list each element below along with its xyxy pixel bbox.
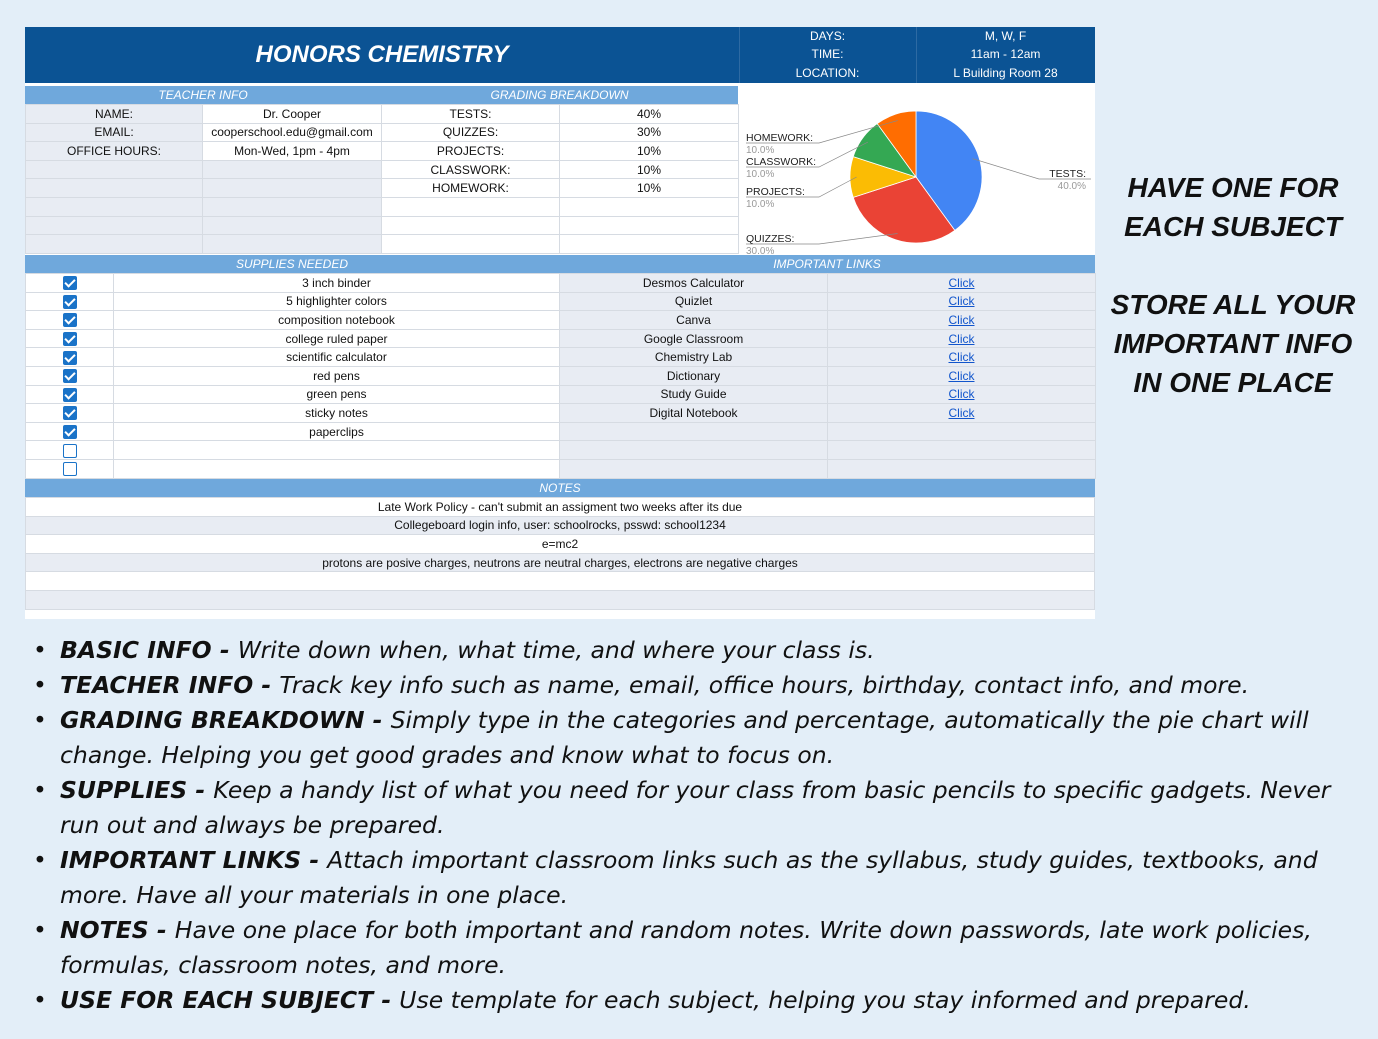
grading-table [381,104,739,254]
note-row [26,590,1095,609]
note-line[interactable] [26,590,1095,609]
grading-label[interactable]: CLASSWORK: [382,160,560,179]
supply-checkbox-cell [26,311,114,330]
supply-checkbox-cell [26,459,114,478]
supply-checkbox-cell [26,292,114,311]
feature-title: TEACHER INFO - [60,671,280,699]
link-cell [828,348,1096,367]
supply-checkbox-cell [26,348,114,367]
teacher-info-heading: TEACHER INFO [25,86,381,104]
teacher-row-email [26,123,382,142]
feature-description: Use template for each subject, helping you stay informed and prepared. [399,986,1251,1014]
supply-checkbox-cell [26,329,114,348]
grading-label[interactable]: PROJECTS: [382,142,560,161]
feature-item [33,668,1368,703]
grading-pie-chart[interactable] [739,86,1095,255]
click-link[interactable]: Click [948,387,975,402]
pie-label: TESTS: [1049,168,1086,180]
note-line[interactable] [26,572,1095,591]
link-name[interactable]: Study Guide [560,385,828,404]
note-row [26,535,1095,554]
supply-item[interactable]: scientific calculator [114,348,560,367]
note-line[interactable]: protons are posive charges, neutrons are neutral charges, electrons are negative charges [26,553,1095,572]
links-table [559,273,1096,479]
feature-item [33,983,1368,1018]
supply-checkbox-cell [26,274,114,293]
spreadsheet [25,27,1095,619]
empty-cell[interactable] [26,197,203,216]
grading-value[interactable]: 10% [560,179,739,198]
link-name[interactable]: Dictionary [560,366,828,385]
link-name[interactable]: Canva [560,311,828,330]
grading-heading: GRADING BREAKDOWN [381,86,738,104]
link-cell [828,404,1096,423]
link-name[interactable]: Digital Notebook [560,404,828,423]
note-row [26,498,1095,517]
feature-description: Simply type in the categories and percentage, automatically the pie chart will change. Helping you get good grades and know what to focus on. [60,706,1309,769]
time-value[interactable]: 11am - 12am [970,47,1041,61]
empty-cell[interactable] [560,216,739,235]
grading-label[interactable]: HOMEWORK: [382,179,560,198]
time-row [739,45,1095,63]
supply-row [26,329,560,348]
supply-row [26,404,560,423]
empty-cell[interactable] [203,160,382,179]
checked-checkbox[interactable] [63,295,77,309]
teacher-row-hours [26,142,382,161]
pie-percent-label: 40.0% [1057,181,1086,192]
empty-cell[interactable] [203,197,382,216]
supply-checkbox-cell [26,385,114,404]
link-row [560,274,1096,293]
checked-checkbox[interactable] [63,388,77,402]
empty-cell[interactable] [26,216,203,235]
side-callout-line1: HAVE ONE FOR EACH SUBJECT [1124,172,1342,242]
checked-checkbox[interactable] [63,406,77,420]
supply-checkbox-cell [26,441,114,460]
supply-row [26,422,560,441]
link-row [560,292,1096,311]
location-value[interactable]: L Building Room 28 [953,66,1058,80]
feature-description: Keep a handy list of what you need for your class from basic pencils to specific gadgets. Never run out and always be prepared. [60,776,1331,839]
feature-title: NOTES - [60,916,175,944]
note-line[interactable]: Collegeboard login info, user: schoolrocks, psswd: school1234 [26,516,1095,535]
empty-cell[interactable] [560,235,739,254]
link-row [560,459,1096,478]
days-label: DAYS: [809,29,846,43]
grading-value[interactable]: 40% [560,105,739,124]
link-name[interactable]: Google Classroom [560,329,828,348]
empty-cell[interactable] [382,216,560,235]
link-cell [828,385,1096,404]
empty-cell[interactable] [203,235,382,254]
pie-label: QUIZZES: [746,233,795,245]
link-row [560,422,1096,441]
checked-checkbox[interactable] [63,369,77,383]
supply-row [26,366,560,385]
empty-cell[interactable] [382,235,560,254]
feature-description: Have one place for both important and random notes. Write down passwords, late work policies, formulas, classroom notes, and more. [60,916,1312,979]
note-line[interactable]: e=mc2 [26,535,1095,554]
feature-item [33,703,1368,773]
unchecked-checkbox[interactable] [63,462,77,476]
side-callout [1110,168,1356,402]
pie-percent-label: 10.0% [746,199,775,210]
link-name[interactable]: Desmos Calculator [560,274,828,293]
supply-checkbox-cell [26,422,114,441]
supply-item[interactable]: green pens [114,385,560,404]
checked-checkbox[interactable] [63,351,77,365]
checked-checkbox[interactable] [63,425,77,439]
link-name[interactable] [560,459,828,478]
grading-label[interactable]: QUIZZES: [382,123,560,142]
supply-item[interactable]: 5 highlighter colors [114,292,560,311]
grading-value[interactable]: 30% [560,123,739,142]
note-row [26,572,1095,591]
feature-title: SUPPLIES - [60,776,214,804]
feature-item [33,913,1368,983]
supply-item[interactable] [114,459,560,478]
empty-cell[interactable] [26,179,203,198]
feature-description: Track key info such as name, email, office hours, birthday, contact info, and more. [279,671,1250,699]
click-link[interactable]: Click [948,368,975,383]
location-label: LOCATION: [795,66,860,80]
side-callout-line2: STORE ALL YOUR IMPORTANT INFO IN ONE PLACE [1110,289,1356,398]
feature-title: BASIC INFO - [60,636,238,664]
feature-item [33,773,1368,843]
empty-cell[interactable] [203,216,382,235]
empty-cell[interactable] [26,160,203,179]
grading-label[interactable]: TESTS: [382,105,560,124]
grading-value[interactable]: 10% [560,142,739,161]
note-row [26,516,1095,535]
link-cell [828,422,1096,441]
teacher-row-name [26,105,382,124]
teacher-value[interactable]: Mon-Wed, 1pm - 4pm [203,142,382,161]
supply-item[interactable]: red pens [114,366,560,385]
class-header [25,27,1095,83]
grading-value[interactable]: 10% [560,160,739,179]
link-name[interactable]: Chemistry Lab [560,348,828,367]
pie-label: HOMEWORK: [746,132,814,144]
supply-row [26,274,560,293]
supply-row [26,385,560,404]
time-label: TIME: [811,47,844,61]
link-cell [828,459,1096,478]
feature-description: Attach important classroom links such as the syllabus, study guides, textbooks, and more. Have all your materials in one place. [60,846,1318,909]
days-row [739,27,1095,45]
pie-label: PROJECTS: [746,186,805,198]
teacher-value[interactable]: cooperschool.edu@gmail.com [203,123,382,142]
supply-item[interactable]: 3 inch binder [114,274,560,293]
link-cell [828,441,1096,460]
click-link[interactable]: Click [948,405,975,420]
links-heading: IMPORTANT LINKS [559,255,1095,273]
supply-item[interactable]: paperclips [114,422,560,441]
supply-row [26,441,560,460]
note-row [26,553,1095,572]
teacher-value[interactable]: Dr. Cooper [203,105,382,124]
link-row [560,348,1096,367]
link-cell [828,311,1096,330]
pie-percent-label: 30.0% [746,246,775,255]
feature-title: GRADING BREAKDOWN - [60,706,391,734]
click-link[interactable]: Click [948,331,975,346]
link-cell [828,274,1096,293]
supply-row [26,292,560,311]
supplies-heading: SUPPLIES NEEDED [25,255,559,273]
teacher-label: OFFICE HOURS: [26,142,203,161]
link-row [560,404,1096,423]
feature-list [33,633,1368,1018]
feature-item [33,843,1368,913]
click-link[interactable]: Click [948,275,975,290]
supplies-table [25,273,560,479]
link-name[interactable] [560,422,828,441]
link-row [560,329,1096,348]
link-cell [828,366,1096,385]
click-link[interactable]: Click [948,350,975,365]
supply-item[interactable]: sticky notes [114,404,560,423]
supply-checkbox-cell [26,366,114,385]
link-row [560,311,1096,330]
supply-row [26,348,560,367]
notes-table [25,497,1095,610]
teacher-label: NAME: [26,105,203,124]
link-name[interactable]: Quizlet [560,292,828,311]
teacher-info-table [25,104,382,254]
teacher-label: EMAIL: [26,123,203,142]
click-link[interactable]: Click [948,312,975,327]
link-name[interactable] [560,441,828,460]
link-row [560,366,1096,385]
notes-heading: NOTES [25,479,1095,497]
days-value[interactable]: M, W, F [984,29,1027,43]
empty-cell[interactable] [203,179,382,198]
feature-title: USE FOR EACH SUBJECT - [60,986,400,1014]
feature-title: IMPORTANT LINKS - [60,846,328,874]
pie-percent-label: 10.0% [746,169,775,180]
checked-checkbox[interactable] [63,332,77,346]
checked-checkbox[interactable] [63,313,77,327]
supply-row [26,311,560,330]
location-row [739,64,1095,82]
class-title[interactable]: HONORS CHEMISTRY [255,41,509,68]
supply-item[interactable] [114,441,560,460]
link-cell [828,292,1096,311]
link-row [560,385,1096,404]
pie-percent-label: 10.0% [746,145,775,156]
feature-description: Write down when, what time, and where your class is. [237,636,875,664]
link-row [560,441,1096,460]
pie-label: CLASSWORK: [746,156,817,168]
click-link[interactable]: Click [948,294,975,309]
checked-checkbox[interactable] [63,276,77,290]
supply-item[interactable]: college ruled paper [114,329,560,348]
unchecked-checkbox[interactable] [63,444,77,458]
supply-checkbox-cell [26,404,114,423]
empty-cell[interactable] [26,235,203,254]
note-line[interactable]: Late Work Policy - can't submit an assigment two weeks after its due [26,498,1095,517]
empty-cell[interactable] [560,197,739,216]
supply-item[interactable]: composition notebook [114,311,560,330]
empty-cell[interactable] [382,197,560,216]
supply-row [26,459,560,478]
link-cell [828,329,1096,348]
feature-item [33,633,1368,668]
